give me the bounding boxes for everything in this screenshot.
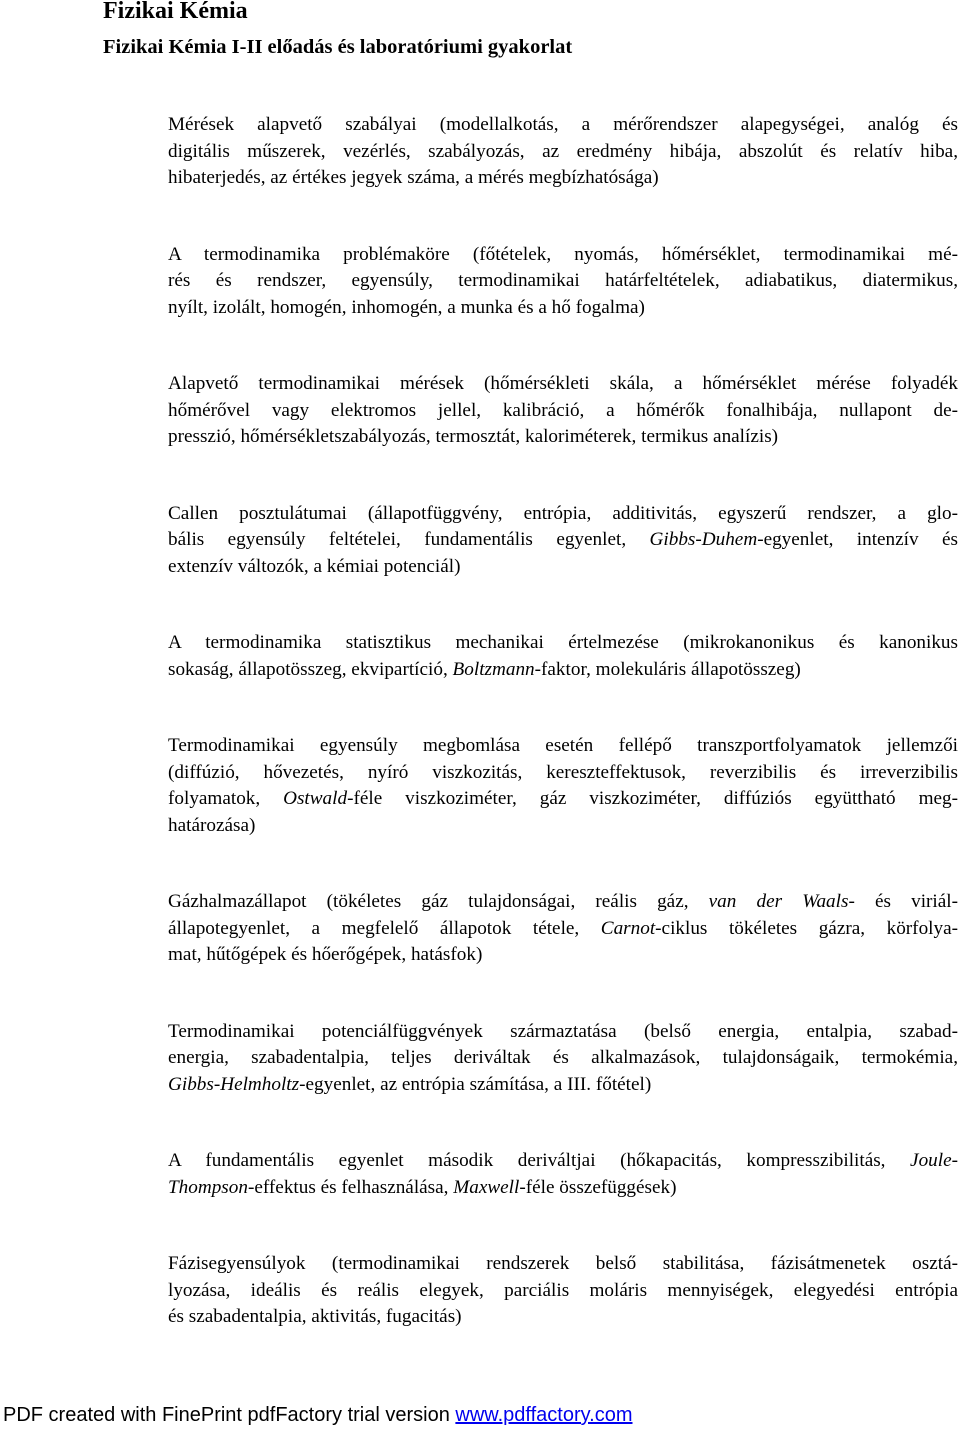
paragraph-line: lyozása, ideális és reális elegyek, parciális moláris mennyiségek, elegyedési entrópia [168, 1279, 958, 1301]
paragraph-line: Gázhalmazállapot (tökéletes gáz tulajdonságai, reális gáz, van der Waals- és viriál- [168, 891, 958, 912]
paragraph-line: és szabadentalpia, aktivitás, fugacitás) [168, 1306, 462, 1327]
paragraph-line: rés és rendszer, egyensúly, termodinamikai határfeltételek, adiabatikus, diatermikus, [168, 270, 958, 291]
topic-paragraph [168, 1148, 958, 1201]
paragraph-line: bális egyensúly feltételei, fundamentális egyenlet, Gibbs-Duhem-egyenlet, intenzív és [168, 529, 958, 550]
topic-paragraph [168, 242, 958, 322]
paragraph-line: mat, hűtőgépek és hőerőgépek, hatásfok) [168, 944, 483, 965]
footer-text: PDF created with FinePrint pdfFactory trial version [3, 1404, 456, 1426]
topic-list [168, 112, 958, 1381]
topic-paragraph [168, 112, 958, 192]
paragraph-line: Thompson-effektus és felhasználása, Maxwell-féle összefüggések) [168, 1176, 677, 1198]
paragraph-line: Callen posztulátumai (állapotfüggvény, entrópia, additivitás, egyszerű rendszer, a glo- [168, 502, 958, 524]
footer-link[interactable]: www.pdffactory.com [455, 1404, 633, 1426]
paragraph-line: energia, szabadentalpia, teljes deriváltak és alkalmazások, tulajdonságaik, termokémia, [168, 1047, 958, 1068]
paragraph-line: (diffúzió, hővezetés, nyíró viszkozitás, kereszteffektusok, reverzibilis és irreverzibilis [168, 761, 958, 783]
topic-paragraph [168, 630, 958, 683]
topic-paragraph [168, 1019, 958, 1099]
topic-paragraph [168, 501, 958, 581]
paragraph-line: Fázisegyensúlyok (termodinamikai rendszerek belső stabilitása, fázisátmenetek osztá- [168, 1253, 958, 1274]
document-title: Fizikai Kémia [103, 0, 248, 24]
paragraph-line: presszió, hőmérsékletszabályozás, termosztát, kaloriméterek, termikus analízis) [168, 426, 779, 447]
paragraph-line: extenzív változók, a kémiai potenciál) [168, 555, 461, 577]
paragraph-line: sokaság, állapotösszeg, ekvipartíció, Boltzmann-faktor, molekuláris állapotösszeg) [168, 658, 801, 680]
paragraph-line: nyílt, izolált, homogén, inhomogén, a munka és a hő fogalma) [168, 296, 645, 318]
paragraph-line: hibaterjedés, az értékes jegyek száma, a mérés megbízhatósága) [168, 167, 659, 188]
paragraph-line: Termodinamikai potenciálfüggvények származtatása (belső energia, entalpia, szabad- [168, 1020, 958, 1042]
topic-paragraph [168, 889, 958, 969]
topic-paragraph [168, 1251, 958, 1331]
paragraph-line: Gibbs-Helmholtz-egyenlet, az entrópia számítása, a III. főtétel) [168, 1073, 652, 1095]
paragraph-line: digitális műszerek, vezérlés, szabályozás, az eredmény hibája, abszolút és relatív hiba, [168, 140, 958, 162]
document-subtitle: Fizikai Kémia I-II előadás és laboratóriumi gyakorlat [103, 36, 573, 58]
paragraph-line: határozása) [168, 814, 256, 836]
pdf-footer [3, 1404, 633, 1427]
topic-paragraph [168, 371, 958, 451]
paragraph-line: Mérések alapvető szabályai (modellalkotás, a mérőrendszer alapegységei, analóg és [168, 114, 958, 135]
paragraph-line: A fundamentális egyenlet második deriváltjai (hőkapacitás, kompresszibilitás, Joule- [168, 1150, 958, 1171]
paragraph-line: Termodinamikai egyensúly megbomlása esetén fellépő transzportfolyamatok jellemzői [168, 735, 958, 756]
paragraph-line: állapotegyenlet, a megfelelő állapotok tétele, Carnot-ciklus tökéletes gázra, körfolya- [168, 917, 958, 939]
paragraph-line: folyamatok, Ostwald-féle viszkoziméter, gáz viszkoziméter, diffúziós együttható meg- [168, 788, 958, 809]
paragraph-line: A termodinamika problémaköre (főtételek, nyomás, hőmérséklet, termodinamikai mé- [168, 243, 958, 265]
paragraph-line: hőmérővel vagy elektromos jellel, kalibráció, a hőmérők fonalhibája, nullapont de- [168, 399, 958, 421]
paragraph-line: A termodinamika statisztikus mechanikai értelmezése (mikrokanonikus és kanonikus [168, 632, 958, 653]
paragraph-line: Alapvető termodinamikai mérések (hőmérsékleti skála, a hőmérséklet mérése folyadék [168, 373, 958, 394]
topic-paragraph [168, 733, 958, 839]
